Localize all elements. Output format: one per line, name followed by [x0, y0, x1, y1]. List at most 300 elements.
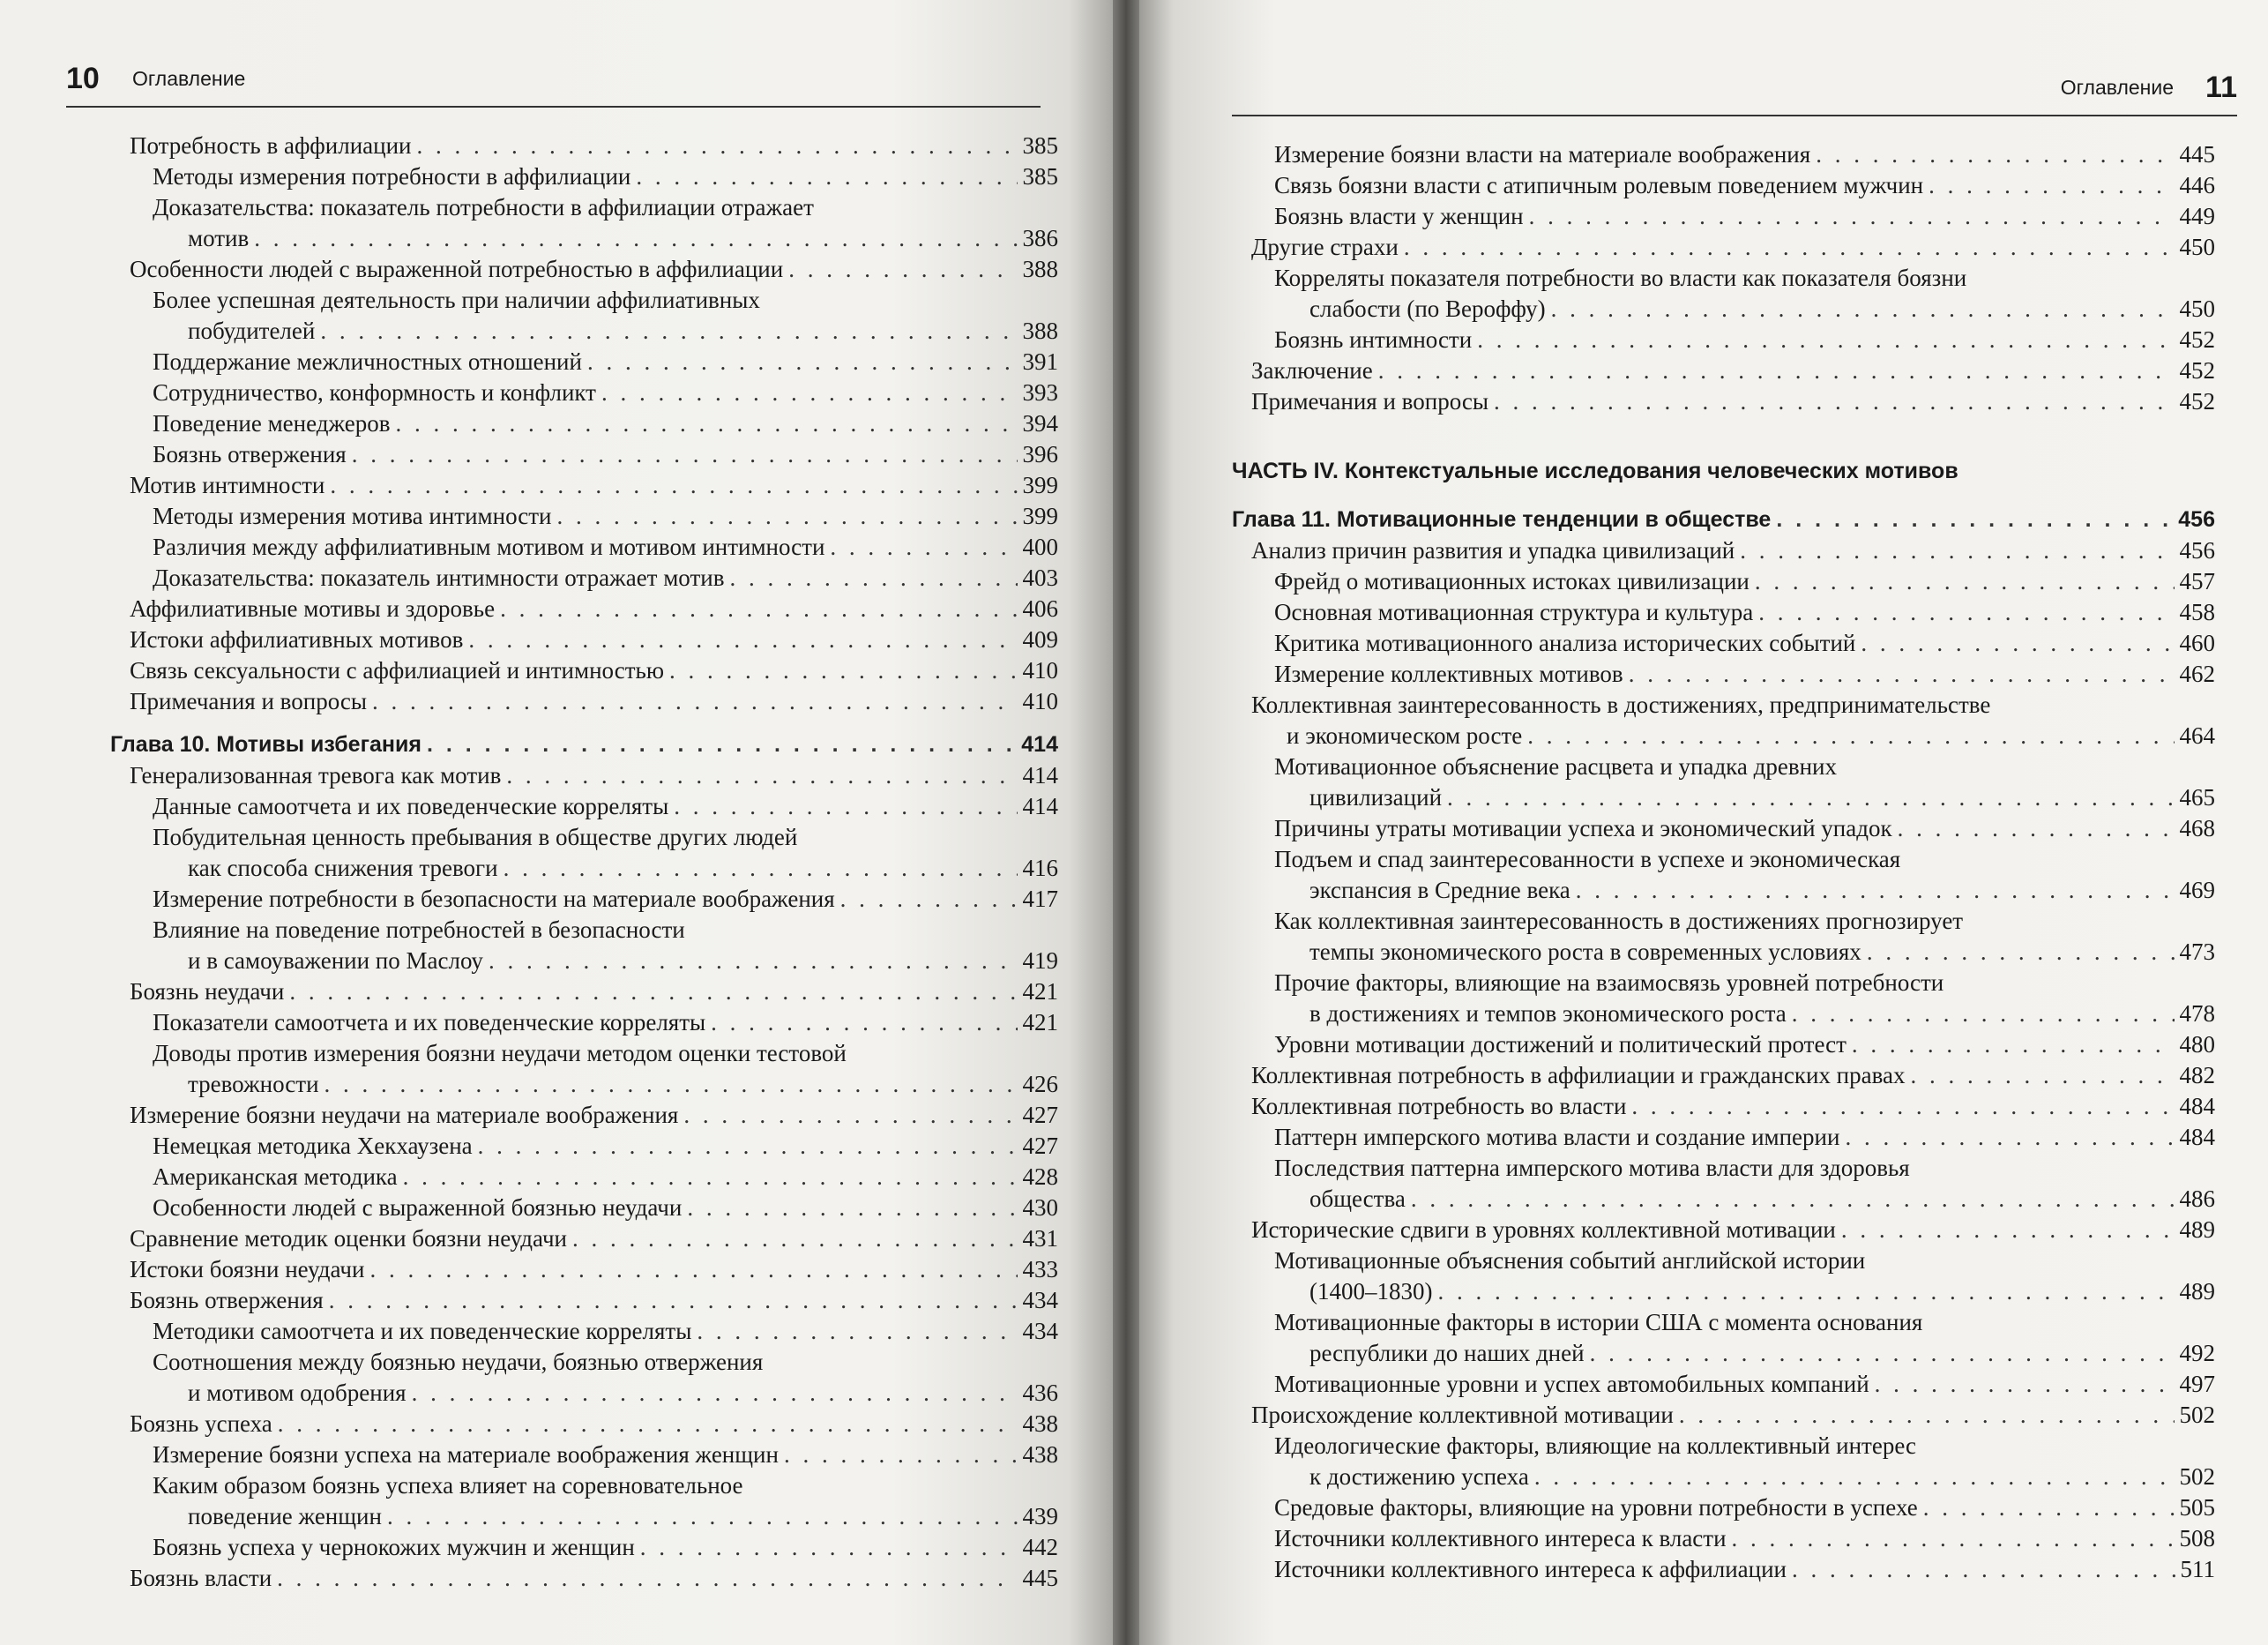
toc-entry-line [130, 624, 1058, 655]
toc-leader-dots [1740, 535, 2174, 566]
toc-leader-dots [1551, 294, 2175, 325]
toc-page-number: 434 [1022, 1318, 1058, 1344]
toc-entry-text: Анализ причин развития и упадка цивилизаций [1251, 537, 1735, 564]
toc-entry [1232, 1523, 2215, 1554]
toc-leader-dots [587, 347, 1018, 378]
toc-entry-line [153, 501, 1058, 532]
left-toc-list [110, 131, 1058, 1594]
toc-entry-line [1274, 597, 2215, 628]
toc-page-number: 446 [2179, 172, 2215, 198]
toc-entry-text: общества [1309, 1185, 1406, 1212]
toc-entry-line [153, 1193, 1058, 1223]
toc-leader-dots [1529, 201, 2175, 232]
toc-page-number: 511 [2180, 1556, 2215, 1582]
toc-entry-line [153, 223, 1058, 254]
toc-leader-dots [1923, 1492, 2175, 1523]
toc-leader-dots [254, 223, 1017, 254]
toc-entry-line [1251, 535, 2215, 566]
toc-entry-text: Корреляты показателя потребности во власти как показателя боязни [1274, 265, 1967, 291]
toc-page-number: 489 [2179, 1278, 2215, 1305]
toc-entry [110, 1007, 1058, 1038]
toc-leader-dots [403, 1162, 1018, 1193]
toc-entry [110, 470, 1058, 501]
toc-entry-text: Доводы против измерения боязни неудачи методом оценки тестовой [153, 1040, 847, 1066]
toc-page-number: 445 [1022, 1565, 1058, 1591]
toc-entry-text: Основная мотивационная структура и культура [1274, 599, 1754, 625]
toc-page-number: 406 [1022, 595, 1058, 622]
toc-entry-text: Измерение боязни успеха на материале воображения женщин [153, 1441, 779, 1468]
toc-leader-dots [500, 594, 1017, 624]
toc-leader-dots [412, 1378, 1018, 1409]
toc-page-number: 478 [2179, 1000, 2215, 1027]
toc-page-number: 433 [1022, 1256, 1058, 1282]
toc-entry-text: (1400–1830) [1309, 1278, 1433, 1305]
right-page-number: 11 [2205, 71, 2237, 104]
toc-page-number: 438 [1022, 1441, 1058, 1468]
toc-page-number: 439 [1022, 1503, 1058, 1529]
toc-entry-text: Коллективная потребность во власти [1251, 1093, 1627, 1119]
toc-entry [1232, 1122, 2215, 1153]
toc-entry-line [130, 470, 1058, 501]
toc-entry-line [130, 594, 1058, 624]
toc-page-number: 409 [1022, 626, 1058, 653]
toc-entry [110, 1223, 1058, 1254]
toc-entry-text: Примечания и вопросы [1251, 388, 1488, 415]
toc-leader-dots [1576, 875, 2175, 906]
left-page [0, 0, 1113, 1645]
toc-entry-text: Глава 11. Мотивационные тенденции в обществе [1232, 507, 1772, 532]
toc-entry-line [130, 1100, 1058, 1131]
toc-entry-line [153, 532, 1058, 563]
toc-leader-dots [711, 1007, 1017, 1038]
toc-entry-text: Идеологические факторы, влияющие на коллективный интерес [1274, 1432, 1916, 1459]
toc-leader-dots [289, 976, 1017, 1007]
toc-entry-text: и в самоуважении по Маслоу [188, 947, 483, 974]
toc-chapter-heading [110, 729, 1058, 760]
toc-page-number: 438 [1022, 1410, 1058, 1437]
toc-entry-text: слабости (по Вероффу) [1309, 295, 1546, 322]
toc-entry-text: как способа снижения тревоги [188, 855, 498, 881]
toc-page-number: 421 [1022, 978, 1058, 1005]
toc-leader-dots [330, 470, 1017, 501]
toc-entry-text: Фрейд о мотивационных истоках цивилизации [1274, 568, 1749, 594]
toc-entry-text: мотив [188, 225, 250, 251]
toc-leader-dots [840, 884, 1018, 915]
toc-page-number: 403 [1022, 565, 1058, 591]
toc-entry-line [153, 378, 1058, 408]
toc-entry [1232, 628, 2215, 659]
toc-entry-text: Измерение потребности в безопасности на материале воображения [153, 886, 835, 912]
toc-entry [1232, 1245, 2215, 1307]
toc-entry-line [153, 1532, 1058, 1563]
toc-leader-dots [1929, 170, 2174, 201]
toc-entry-text: Сравнение методик оценки боязни неудачи [130, 1225, 567, 1252]
toc-entry-text: Связь сексуальности с аффилиацией и интимностью [130, 657, 664, 684]
toc-entry [110, 1285, 1058, 1316]
toc-entry [1232, 263, 2215, 325]
toc-entry-line [1232, 456, 2215, 487]
toc-leader-dots [674, 791, 1017, 822]
toc-leader-dots [1867, 937, 2175, 968]
toc-entry-text: Заключение [1251, 357, 1373, 384]
toc-entry [110, 439, 1058, 470]
toc-page-number: 458 [2179, 599, 2215, 625]
toc-page-number: 489 [2179, 1216, 2215, 1243]
toc-entry-line [1251, 232, 2215, 263]
toc-entry [1232, 844, 2215, 906]
toc-entry [110, 1193, 1058, 1223]
toc-entry-text: Поведение менеджеров [153, 410, 391, 437]
toc-entry [110, 1254, 1058, 1285]
toc-entry-line [130, 254, 1058, 285]
toc-page-number: 388 [1022, 318, 1058, 344]
toc-entry-line [1274, 782, 2215, 813]
toc-page-number: 427 [1022, 1133, 1058, 1159]
toc-entry-text: Методы измерения потребности в аффилиации [153, 163, 631, 190]
toc-entry-text: Доказательства: показатель интимности отражает мотив [153, 565, 725, 591]
toc-page-number: 434 [1022, 1287, 1058, 1313]
toc-entry-line [1274, 1122, 2215, 1153]
toc-leader-dots [416, 131, 1017, 161]
toc-entry [1232, 535, 2215, 566]
toc-entry-line [1274, 659, 2215, 690]
toc-entry [110, 347, 1058, 378]
toc-entry-line [1274, 1462, 2215, 1492]
toc-entry [110, 285, 1058, 347]
toc-page-number: 468 [2179, 815, 2215, 841]
toc-entry-line [1274, 1492, 2215, 1523]
toc-entry-line [153, 1007, 1058, 1038]
toc-page-number: 492 [2179, 1340, 2215, 1366]
toc-entry-text: Измерение коллективных мотивов [1274, 661, 1623, 687]
toc-entry-line [1274, 875, 2215, 906]
toc-leader-dots [427, 729, 1016, 760]
toc-entry [1232, 566, 2215, 597]
toc-entry [110, 1470, 1058, 1532]
toc-entry [1232, 1029, 2215, 1060]
right-toc-list [1232, 139, 2215, 1585]
toc-page-number: 486 [2179, 1185, 2215, 1212]
toc-entry-text: Различия между аффилиативным мотивом и мотивом интимности [153, 534, 825, 560]
toc-leader-dots [1792, 1554, 2175, 1585]
toc-leader-dots [1629, 659, 2175, 690]
toc-entry-line [153, 946, 1058, 976]
toc-entry-line [1274, 1523, 2215, 1554]
toc-entry-text: тревожности [188, 1071, 319, 1097]
toc-entry-text: Измерение боязни власти на материале воображения [1274, 141, 1811, 168]
toc-entry-text: Особенности людей с выраженной потребностью в аффилиации [130, 256, 784, 282]
toc-page-number: 393 [1022, 379, 1058, 406]
toc-entry-line [1274, 1369, 2215, 1400]
toc-entry-text: Доказательства: показатель потребности в аффилиации отражает [153, 194, 814, 221]
toc-entry [110, 594, 1058, 624]
toc-page-number: 452 [2179, 388, 2215, 415]
toc-entry-text: Потребность в аффилиации [130, 132, 412, 159]
toc-page-number: 410 [1022, 657, 1058, 684]
toc-page-number: 410 [1022, 688, 1058, 714]
toc-entry-text: Боязнь власти у женщин [1274, 203, 1524, 229]
toc-page-number: 421 [1022, 1009, 1058, 1036]
toc-page-number: 484 [2179, 1093, 2215, 1119]
toc-entry-text: Мотивационные объяснения событий английской истории [1274, 1247, 1866, 1274]
toc-page-number: 508 [2179, 1525, 2215, 1552]
toc-entry [1232, 325, 2215, 355]
toc-page-number: 456 [2178, 507, 2215, 532]
toc-entry-text: Источники коллективного интереса к аффилиации [1274, 1556, 1787, 1582]
toc-entry-text: Истоки аффилиативных мотивов [130, 626, 464, 653]
toc-page-number: 465 [2179, 784, 2215, 811]
toc-page-number: 416 [1022, 855, 1058, 881]
toc-entry [110, 1316, 1058, 1347]
toc-entry-text: Методики самоотчета и их поведенческие корреляты [153, 1318, 692, 1344]
toc-entry-line [1274, 937, 2215, 968]
book-gutter [1113, 0, 1139, 1645]
toc-page-number: 431 [1022, 1225, 1058, 1252]
toc-entry [110, 1347, 1058, 1409]
toc-entry [110, 791, 1058, 822]
toc-entry [1232, 1091, 2215, 1122]
toc-entry-line [1232, 505, 2215, 535]
toc-entry-text: Происхождение коллективной мотивации [1251, 1402, 1674, 1428]
toc-page-number: 452 [2179, 326, 2215, 353]
toc-leader-dots [1755, 566, 2175, 597]
toc-entry [110, 192, 1058, 254]
toc-page-number: 414 [1022, 762, 1058, 789]
toc-leader-dots [277, 1563, 1017, 1594]
toc-page-number: 450 [2179, 295, 2215, 322]
toc-entry [110, 1162, 1058, 1193]
toc-entry [110, 976, 1058, 1007]
toc-entry-line [130, 976, 1058, 1007]
toc-page-number: 505 [2179, 1494, 2215, 1521]
toc-entry-text: Боязнь отвержения [153, 441, 347, 467]
toc-leader-dots [601, 378, 1018, 408]
toc-entry-text: Уровни мотивации достижений и политический протест [1274, 1031, 1846, 1058]
toc-page-number: 427 [1022, 1102, 1058, 1128]
toc-page-number: 445 [2179, 141, 2215, 168]
toc-entry-text: Немецкая методика Хекхаузена [153, 1133, 473, 1159]
toc-entry-text: Боязнь отвержения [130, 1287, 324, 1313]
toc-entry [110, 378, 1058, 408]
toc-leader-dots [669, 655, 1018, 686]
toc-entry [110, 532, 1058, 563]
toc-leader-dots [1875, 1369, 2175, 1400]
toc-entry-line [153, 563, 1058, 594]
toc-entry [110, 822, 1058, 884]
toc-entry [110, 760, 1058, 791]
toc-leader-dots [396, 408, 1018, 439]
toc-entry-line [153, 884, 1058, 915]
toc-entry [1232, 1431, 2215, 1492]
toc-page-number: 462 [2179, 661, 2215, 687]
toc-leader-dots [1631, 1091, 2174, 1122]
toc-entry-text: Примечания и вопросы [130, 688, 367, 714]
toc-page-number: 442 [1022, 1534, 1058, 1560]
toc-page-number: 396 [1022, 441, 1058, 467]
toc-leader-dots [329, 1285, 1018, 1316]
toc-leader-dots [320, 316, 1017, 347]
toc-entry-line [153, 1162, 1058, 1193]
toc-entry-line [130, 1285, 1058, 1316]
right-running-title: Оглавление [2060, 76, 2174, 99]
toc-entry-line [153, 439, 1058, 470]
toc-entry-line [1274, 170, 2215, 201]
toc-part-heading [1232, 456, 2215, 487]
toc-entry-text: Особенности людей с выраженной боязнью неудачи [153, 1194, 683, 1221]
toc-entry [1232, 201, 2215, 232]
toc-leader-dots [697, 1316, 1017, 1347]
toc-page-number: 417 [1022, 886, 1058, 912]
toc-page-number: 449 [2179, 203, 2215, 229]
toc-page-number: 450 [2179, 234, 2215, 260]
toc-leader-dots [788, 254, 1017, 285]
toc-leader-dots [640, 1532, 1018, 1563]
toc-entry-line [1251, 1400, 2215, 1431]
toc-entry [1232, 906, 2215, 968]
toc-page-number: 484 [2179, 1124, 2215, 1150]
toc-entry-line [153, 791, 1058, 822]
toc-entry-line [153, 1131, 1058, 1162]
toc-entry-line [1274, 998, 2215, 1029]
toc-entry-text: экспансия в Средние века [1309, 877, 1570, 903]
toc-entry [1232, 139, 2215, 170]
toc-page-number: 473 [2179, 938, 2215, 965]
toc-entry-line [130, 1254, 1058, 1285]
toc-entry [1232, 1307, 2215, 1369]
toc-entry-text: Мотивационное объяснение расцвета и упадка древних [1274, 753, 1837, 780]
toc-leader-dots [572, 1223, 1018, 1254]
toc-entry-text: Боязнь успеха [130, 1410, 272, 1437]
toc-leader-dots [784, 1439, 1018, 1470]
toc-entry-text: к достижению успеха [1309, 1463, 1529, 1490]
toc-leader-dots [1477, 325, 2174, 355]
toc-entry-line [1274, 1276, 2215, 1307]
toc-page-number: 399 [1022, 503, 1058, 529]
toc-entry-text: Другие страхи [1251, 234, 1399, 260]
toc-entry-line [130, 1563, 1058, 1594]
toc-page-number: 497 [2179, 1371, 2215, 1397]
toc-entry-text: Боязнь интимности [1274, 326, 1473, 353]
toc-entry-line [1251, 721, 2215, 751]
toc-entry [1232, 355, 2215, 386]
toc-entry [110, 501, 1058, 532]
toc-entry-line [130, 1409, 1058, 1439]
toc-entry-line [1274, 813, 2215, 844]
toc-leader-dots [1447, 782, 2174, 813]
toc-entry-text: Коллективная заинтересованность в достижениях, предпринимательстве [1251, 692, 1991, 718]
toc-leader-dots [369, 1254, 1017, 1285]
toc-entry-text: Критика мотивационного анализа исторических событий [1274, 630, 1856, 656]
toc-page-number: 460 [2179, 630, 2215, 656]
toc-leader-dots [1852, 1029, 2175, 1060]
toc-leader-dots [1758, 597, 2174, 628]
toc-leader-dots [1534, 1462, 2175, 1492]
toc-entry-text: Подъем и спад заинтересованности в успехе и экономическая [1274, 846, 1901, 872]
toc-entry [110, 408, 1058, 439]
toc-leader-dots [504, 853, 1018, 884]
toc-page-number: 414 [1022, 793, 1058, 819]
toc-leader-dots [830, 532, 1017, 563]
toc-entry-text: цивилизаций [1309, 784, 1443, 811]
toc-entry-text: Каким образом боязнь успеха влияет на соревновательное [153, 1472, 743, 1499]
toc-leader-dots [1792, 998, 2175, 1029]
toc-entry-line [130, 655, 1058, 686]
toc-page-number: 457 [2179, 568, 2215, 594]
toc-entry-line [153, 1501, 1058, 1532]
toc-entry [1232, 1554, 2215, 1585]
toc-leader-dots [1910, 1060, 2174, 1091]
toc-entry-line [1251, 386, 2215, 417]
toc-page-number: 399 [1022, 472, 1058, 498]
toc-entry-line [1274, 566, 2215, 597]
toc-entry-text: Методы измерения мотива интимности [153, 503, 552, 529]
toc-entry-text: Боязнь неудачи [130, 978, 285, 1005]
toc-entry-line [1274, 139, 2215, 170]
left-running-title: Оглавление [132, 67, 246, 90]
toc-entry-line [153, 1378, 1058, 1409]
toc-page-number: 456 [2179, 537, 2215, 564]
toc-entry-text: Истоки боязни неудачи [130, 1256, 365, 1282]
toc-entry-text: республики до наших дней [1309, 1340, 1585, 1366]
toc-page-number: 502 [2179, 1463, 2215, 1490]
toc-entry-text: в достижениях и темпов экономического роста [1309, 1000, 1787, 1027]
toc-entry [1232, 968, 2215, 1029]
toc-entry-line [1274, 325, 2215, 355]
toc-entry-text: Показатели самоотчета и их поведенческие корреляты [153, 1009, 706, 1036]
toc-entry-line [110, 729, 1058, 760]
toc-entry [110, 254, 1058, 285]
toc-entry-text: Паттерн имперского мотива власти и создание империи [1274, 1124, 1840, 1150]
left-page-number: 10 [66, 62, 100, 95]
toc-entry-text: Мотив интимности [130, 472, 325, 498]
toc-page-number: 414 [1021, 732, 1058, 757]
toc-leader-dots [1411, 1184, 2175, 1215]
toc-entry [1232, 1400, 2215, 1431]
toc-entry-line [130, 686, 1058, 717]
toc-entry [1232, 597, 2215, 628]
toc-page-number: 385 [1022, 163, 1058, 190]
toc-entry [110, 624, 1058, 655]
toc-leader-dots [1898, 813, 2175, 844]
toc-entry [1232, 386, 2215, 417]
toc-entry-text: Данные самоотчета и их поведенческие корреляты [153, 793, 669, 819]
toc-page-number: 394 [1022, 410, 1058, 437]
toc-entry-text: Более успешная деятельность при наличии аффилиативных [153, 287, 760, 313]
toc-leader-dots [1845, 1122, 2174, 1153]
toc-leader-dots [352, 439, 1018, 470]
toc-page-number: 436 [1022, 1380, 1058, 1406]
toc-entry-text: темпы экономического роста в современных условиях [1309, 938, 1861, 965]
toc-entry-line [153, 316, 1058, 347]
toc-entry-text: поведение женщин [188, 1503, 382, 1529]
toc-entry [1232, 690, 2215, 751]
toc-entry-line [153, 1316, 1058, 1347]
right-page [1139, 0, 2268, 1645]
toc-entry-line [153, 408, 1058, 439]
toc-leader-dots [1776, 505, 2173, 535]
toc-page-number: 464 [2179, 722, 2215, 749]
toc-page-number: 452 [2179, 357, 2215, 384]
toc-entry-text: Американская методика [153, 1163, 398, 1190]
toc-entry [110, 1532, 1058, 1563]
toc-leader-dots [1437, 1276, 2174, 1307]
toc-leader-dots [468, 624, 1017, 655]
toc-entry-line [1274, 1184, 2215, 1215]
toc-entry-line [1274, 1029, 2215, 1060]
toc-leader-dots [1494, 386, 2175, 417]
toc-entry-text: Последствия паттерна имперского мотива власти для здоровья [1274, 1155, 1910, 1181]
toc-entry [110, 1409, 1058, 1439]
